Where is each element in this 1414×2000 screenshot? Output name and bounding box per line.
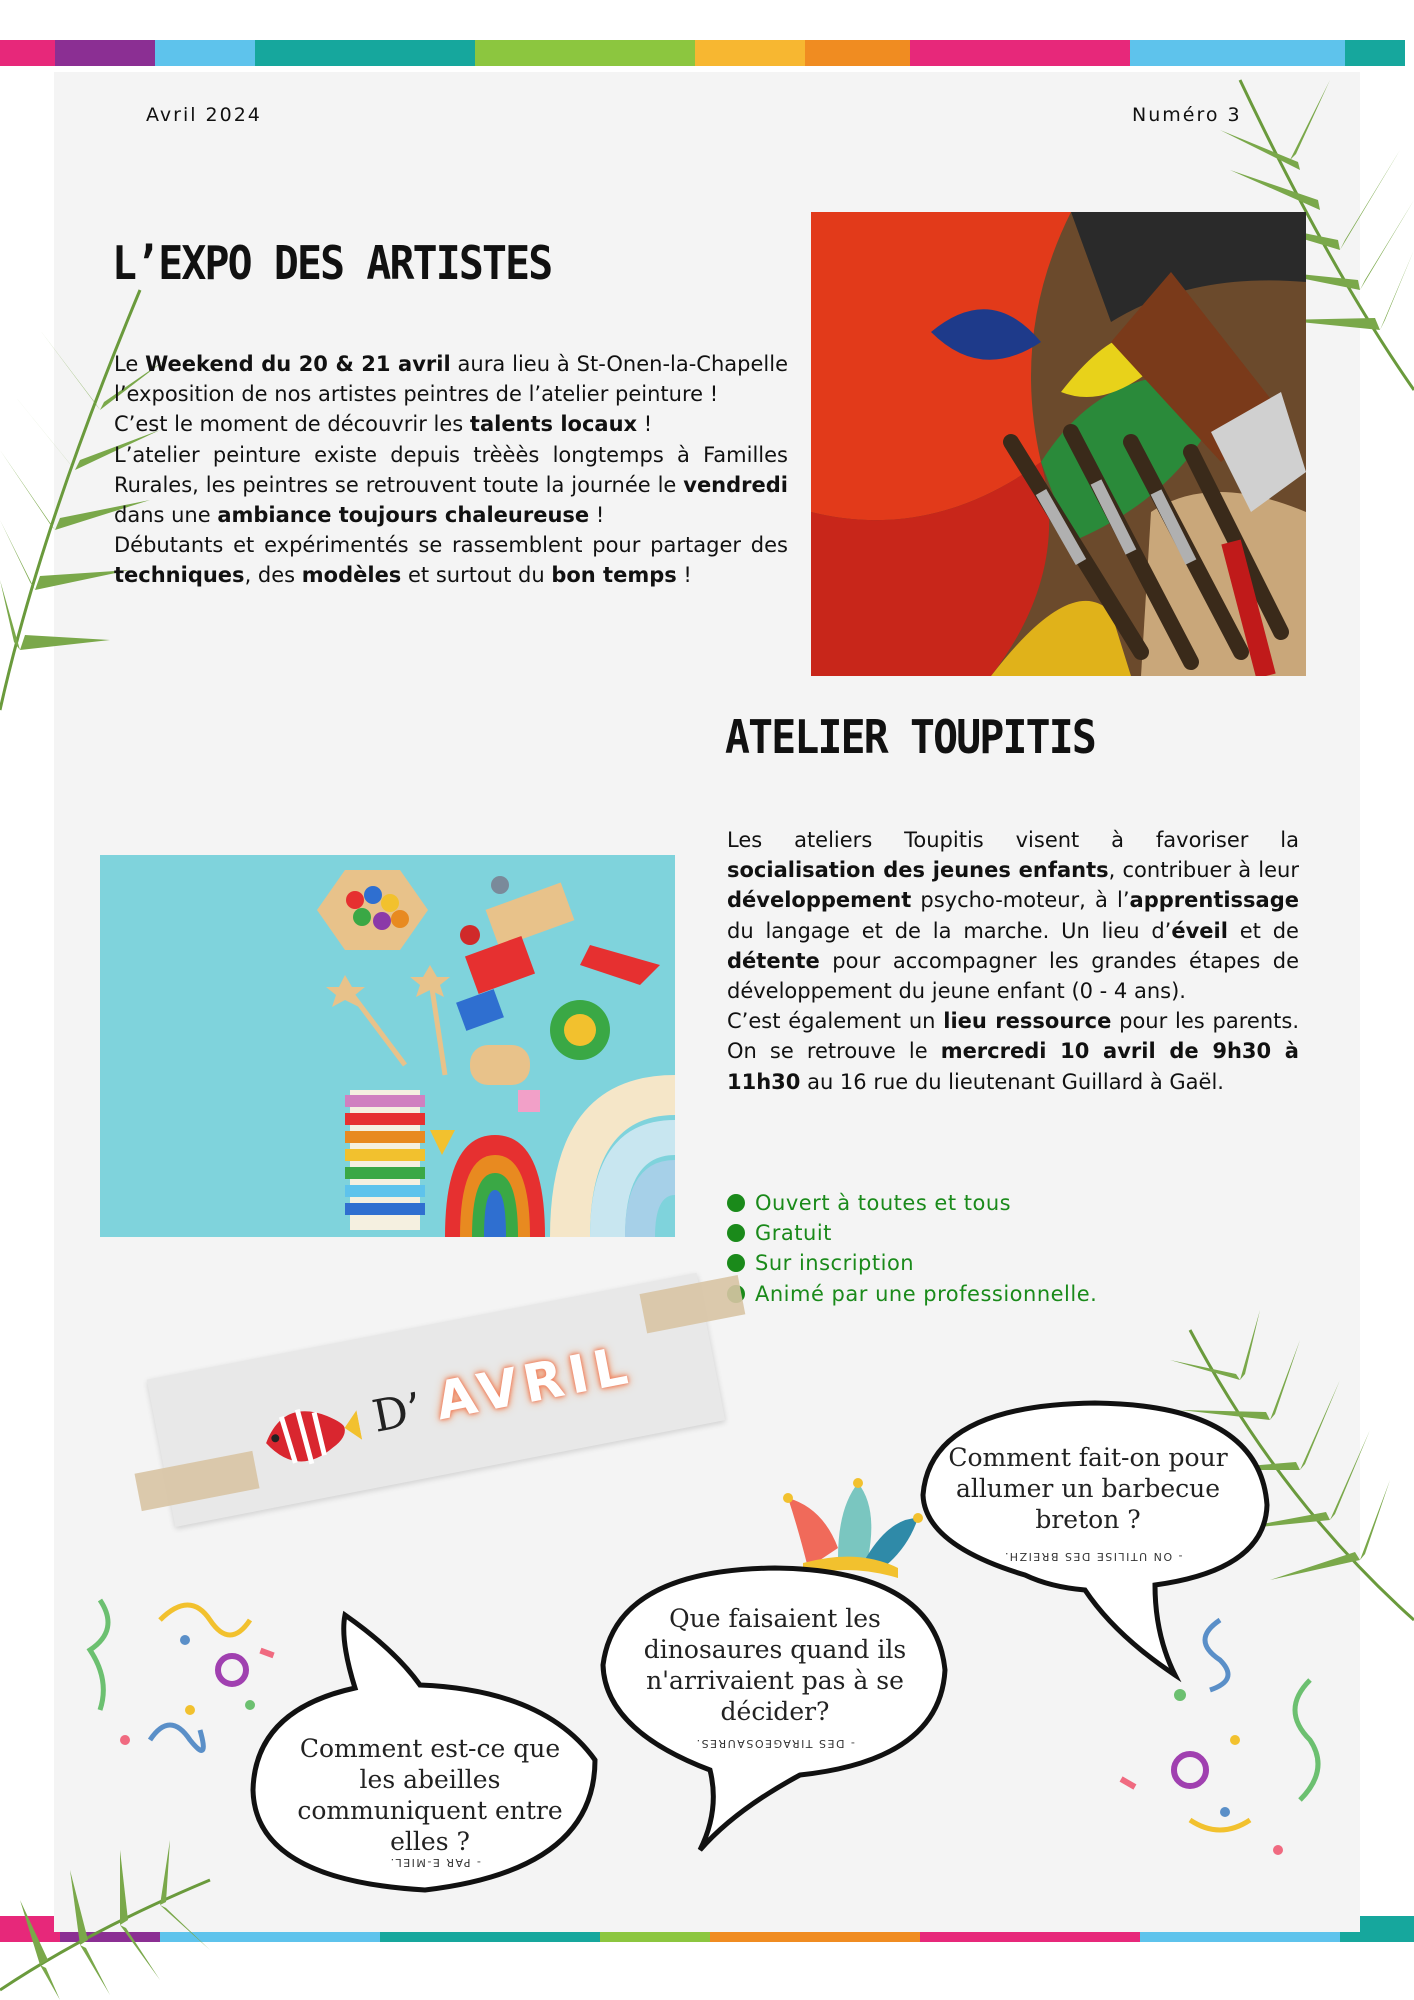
list-item: Sur inscription: [727, 1248, 1097, 1278]
toupitis-paragraph-1: Les ateliers Toupitis visent à favoriser la socialisation des jeunes enfants, contribuer à leur développement psycho-moteur, à l’apprentissage du langage et de la marche. Un lieu d’éveil et de détente pour accompagner les grandes étapes de développement du jeune enfant (0 - 4 ans).: [727, 828, 1299, 1004]
expo-paragraph-2: C’est le moment de découvrir les talents locaux !: [114, 412, 653, 437]
speech-bubble-3: [915, 1395, 1275, 1685]
toupitis-title: ATELIER TOUPITIS: [725, 710, 1095, 764]
toys-photo: [100, 855, 675, 1237]
expo-paragraph-4: Débutants et expérimentés se rassemblent pour partager des techniques, des modèles et surtout du bon temps !: [114, 533, 788, 588]
banner-avril-text: AVRIL: [430, 1335, 639, 1433]
palm-leaf-bottom-left-icon: [0, 1780, 220, 2000]
joke-answer-1: - PAR E-MIEL.: [389, 1856, 481, 1869]
paint-brushes-photo: [811, 212, 1306, 676]
list-item: Animé par une professionnelle.: [727, 1279, 1097, 1309]
joke-answer-2: - DES TIRAGEOSAURES.: [695, 1737, 855, 1750]
toupitis-paragraph-2: C’est également un lieu ressource pour les parents. On se retrouve le mercredi 10 avril de 9h30 à 11h30 au 16 rue du lieutenant Guillard à Gaël.: [727, 1009, 1300, 1094]
top-color-stripe: [0, 40, 1414, 66]
joke-question-1: Comment est-ce que les abeilles communiquent entre elles ?: [297, 1734, 563, 1856]
bullet-dot-icon: [727, 1254, 745, 1272]
expo-paragraph-3: L’atelier peinture existe depuis trèèès longtemps à Familles Rurales, les peintres se retrouvent toute la journée le vendredi dans une ambiance toujours chaleureuse !: [114, 442, 788, 528]
list-item: Ouvert à toutes et tous: [727, 1188, 1097, 1218]
expo-body: [114, 349, 788, 591]
joke-question-3: Comment fait-on pour allumer un barbecue breton ?: [948, 1443, 1228, 1534]
joke-answer-3: - ON UTILISE DES BREIZH.: [1003, 1550, 1183, 1563]
issue-date: Avril 2024: [146, 104, 262, 126]
toupitis-body: [727, 825, 1299, 1097]
list-item: Gratuit: [727, 1218, 1097, 1248]
bullet-dot-icon: [727, 1194, 745, 1212]
toupitis-bullet-list: [727, 1188, 1097, 1309]
issue-number: Numéro 3: [1132, 104, 1242, 126]
bullet-dot-icon: [727, 1224, 745, 1242]
expo-title: L’EXPO DES ARTISTES: [112, 236, 552, 290]
joke-question-2: Que faisaient les dinosaures quand ils n'arrivaient pas à se décider?: [643, 1604, 907, 1726]
expo-paragraph-1: Le Weekend du 20 & 21 avril aura lieu à St-Onen-la-Chapelle l’exposition de nos artistes peintres de l’atelier peinture !: [114, 352, 788, 407]
banner-d-text: D’: [368, 1383, 427, 1443]
